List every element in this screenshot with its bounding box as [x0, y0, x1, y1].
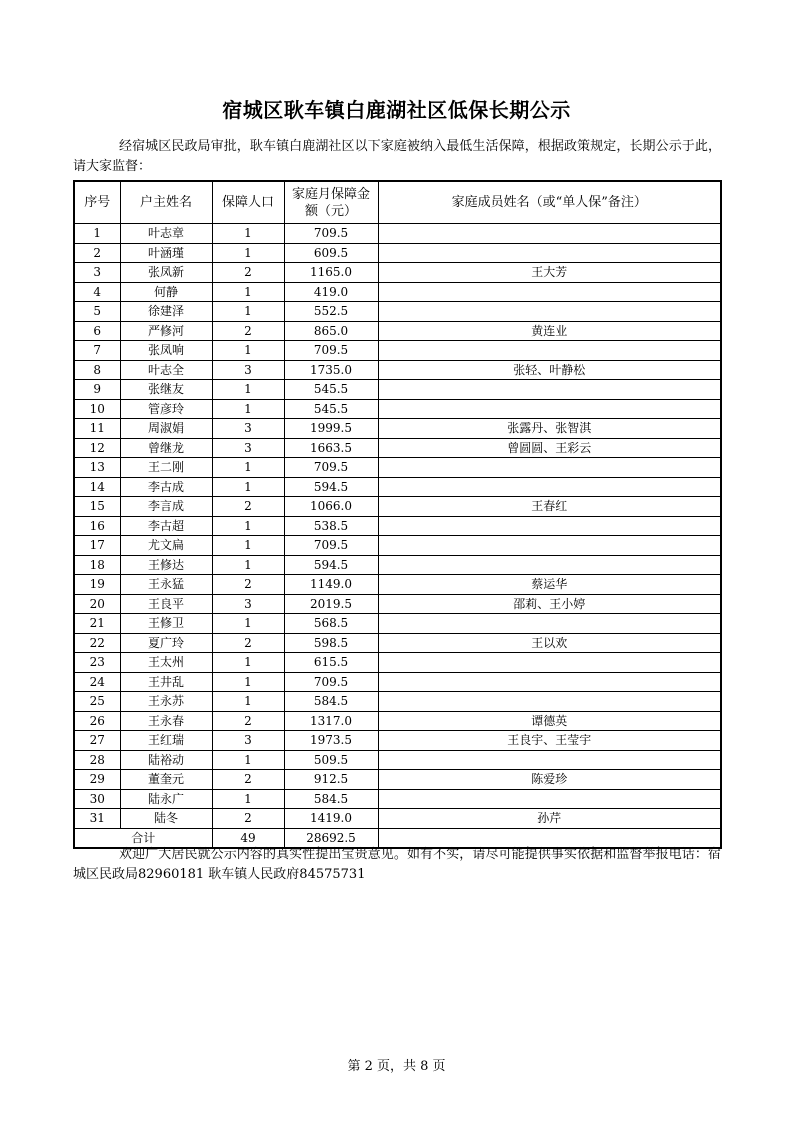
row-householder: 王红瑞	[120, 731, 212, 751]
row-amount: 1973.5	[284, 731, 378, 751]
row-people: 3	[212, 419, 284, 439]
row-people: 1	[212, 302, 284, 322]
row-index: 20	[74, 594, 120, 614]
row-people: 1	[212, 477, 284, 497]
row-people: 1	[212, 750, 284, 770]
table-row	[74, 302, 721, 322]
table-row	[74, 399, 721, 419]
row-members	[378, 458, 721, 478]
row-householder: 李古成	[120, 477, 212, 497]
row-members	[378, 224, 721, 244]
row-householder: 周淑娟	[120, 419, 212, 439]
table-row	[74, 243, 721, 263]
row-members	[378, 380, 721, 400]
row-people: 3	[212, 360, 284, 380]
row-people: 1	[212, 614, 284, 634]
row-amount: 912.5	[284, 770, 378, 790]
table-row	[74, 555, 721, 575]
row-index: 1	[74, 224, 120, 244]
table-row	[74, 809, 721, 829]
table-row	[74, 419, 721, 439]
row-members: 张露丹、张智淇	[378, 419, 721, 439]
total-people: 49	[212, 828, 284, 848]
row-members: 曾圆圆、王彩云	[378, 438, 721, 458]
row-amount: 1165.0	[284, 263, 378, 283]
header-amount: 家庭月保障金额（元）	[284, 181, 378, 224]
row-householder: 王太州	[120, 653, 212, 673]
row-amount: 709.5	[284, 672, 378, 692]
row-householder: 叶涵瑾	[120, 243, 212, 263]
row-members: 蔡运华	[378, 575, 721, 595]
total-label: 合计	[74, 828, 212, 848]
row-index: 12	[74, 438, 120, 458]
row-householder: 夏广玲	[120, 633, 212, 653]
row-people: 2	[212, 633, 284, 653]
row-people: 2	[212, 770, 284, 790]
row-people: 3	[212, 731, 284, 751]
row-members	[378, 243, 721, 263]
table-row	[74, 750, 721, 770]
table-row	[74, 672, 721, 692]
header-householder: 户主姓名	[120, 181, 212, 224]
table-row	[74, 594, 721, 614]
row-householder: 徐建泽	[120, 302, 212, 322]
row-index: 18	[74, 555, 120, 575]
row-members	[378, 536, 721, 556]
row-members: 张轻、叶静松	[378, 360, 721, 380]
row-members	[378, 672, 721, 692]
row-householder: 曾继龙	[120, 438, 212, 458]
table-body	[74, 224, 721, 829]
row-amount: 709.5	[284, 536, 378, 556]
table-row	[74, 497, 721, 517]
row-people: 1	[212, 692, 284, 712]
row-index: 13	[74, 458, 120, 478]
row-householder: 李古超	[120, 516, 212, 536]
row-amount: 1149.0	[284, 575, 378, 595]
row-index: 16	[74, 516, 120, 536]
table-row	[74, 536, 721, 556]
row-householder: 王良平	[120, 594, 212, 614]
row-amount: 1999.5	[284, 419, 378, 439]
subsidy-table	[73, 180, 722, 849]
row-index: 8	[74, 360, 120, 380]
row-amount: 1419.0	[284, 809, 378, 829]
row-members	[378, 477, 721, 497]
row-people: 1	[212, 516, 284, 536]
row-householder: 陆永广	[120, 789, 212, 809]
row-people: 3	[212, 594, 284, 614]
row-householder: 王永猛	[120, 575, 212, 595]
row-amount: 584.5	[284, 692, 378, 712]
row-index: 11	[74, 419, 120, 439]
page-number: 第 2 页，共 8 页	[347, 1059, 446, 1074]
row-amount: 545.5	[284, 380, 378, 400]
row-members: 王春红	[378, 497, 721, 517]
row-people: 1	[212, 555, 284, 575]
table-row	[74, 770, 721, 790]
row-householder: 张凤响	[120, 341, 212, 361]
row-index: 9	[74, 380, 120, 400]
row-householder: 王修卫	[120, 614, 212, 634]
table-row	[74, 341, 721, 361]
row-members	[378, 692, 721, 712]
row-index: 23	[74, 653, 120, 673]
row-amount: 568.5	[284, 614, 378, 634]
row-householder: 王二刚	[120, 458, 212, 478]
row-amount: 594.5	[284, 477, 378, 497]
row-householder: 董奎元	[120, 770, 212, 790]
row-householder: 王永苏	[120, 692, 212, 712]
row-index: 29	[74, 770, 120, 790]
row-people: 1	[212, 282, 284, 302]
row-householder: 陆冬	[120, 809, 212, 829]
row-amount: 1317.0	[284, 711, 378, 731]
row-people: 1	[212, 224, 284, 244]
row-members: 王以欢	[378, 633, 721, 653]
row-amount: 598.5	[284, 633, 378, 653]
table-row	[74, 653, 721, 673]
row-index: 26	[74, 711, 120, 731]
row-index: 6	[74, 321, 120, 341]
table-row	[74, 789, 721, 809]
row-householder: 张继友	[120, 380, 212, 400]
row-people: 2	[212, 497, 284, 517]
row-index: 3	[74, 263, 120, 283]
table-row	[74, 282, 721, 302]
row-index: 30	[74, 789, 120, 809]
row-amount: 509.5	[284, 750, 378, 770]
table-row	[74, 711, 721, 731]
row-householder: 严修河	[120, 321, 212, 341]
row-people: 3	[212, 438, 284, 458]
row-amount: 709.5	[284, 458, 378, 478]
row-people: 1	[212, 243, 284, 263]
row-index: 7	[74, 341, 120, 361]
row-members: 王大芳	[378, 263, 721, 283]
row-people: 1	[212, 536, 284, 556]
table-row	[74, 360, 721, 380]
row-people: 2	[212, 711, 284, 731]
header-index: 序号	[74, 181, 120, 224]
row-index: 31	[74, 809, 120, 829]
row-members	[378, 614, 721, 634]
table-row	[74, 516, 721, 536]
row-amount: 609.5	[284, 243, 378, 263]
row-members: 黄连业	[378, 321, 721, 341]
row-amount: 594.5	[284, 555, 378, 575]
row-index: 28	[74, 750, 120, 770]
table-row	[74, 321, 721, 341]
row-householder: 王修达	[120, 555, 212, 575]
row-index: 10	[74, 399, 120, 419]
row-householder: 李言成	[120, 497, 212, 517]
table-row	[74, 380, 721, 400]
row-amount: 1663.5	[284, 438, 378, 458]
row-amount: 552.5	[284, 302, 378, 322]
row-householder: 叶志章	[120, 224, 212, 244]
row-people: 1	[212, 380, 284, 400]
row-index: 25	[74, 692, 120, 712]
table-header-row	[74, 181, 721, 224]
row-index: 21	[74, 614, 120, 634]
table-row	[74, 438, 721, 458]
row-amount: 584.5	[284, 789, 378, 809]
intro-paragraph: 经宿城区民政局审批，耿车镇白鹿湖社区以下家庭被纳入最低生活保障，根据政策规定，长期公示于此，请大家监督：	[73, 139, 721, 174]
table-row	[74, 224, 721, 244]
row-amount: 538.5	[284, 516, 378, 536]
row-members: 王良宇、王莹宇	[378, 731, 721, 751]
row-members: 孙芹	[378, 809, 721, 829]
row-members	[378, 516, 721, 536]
row-index: 5	[74, 302, 120, 322]
row-people: 2	[212, 809, 284, 829]
row-people: 1	[212, 789, 284, 809]
header-members: 家庭成员姓名（或“单人保”备注）	[378, 181, 721, 224]
row-amount: 1735.0	[284, 360, 378, 380]
row-amount: 865.0	[284, 321, 378, 341]
row-members	[378, 282, 721, 302]
row-householder: 王井乱	[120, 672, 212, 692]
table-row	[74, 263, 721, 283]
row-index: 14	[74, 477, 120, 497]
table-row	[74, 575, 721, 595]
footer-note: 欢迎广大居民就公示内容的真实性提出宝贵意见。如有不实，请尽可能提供事实依据和监督举报电话：宿城区民政局82960181 耿车镇人民政府84575731	[73, 847, 721, 882]
row-members: 邵莉、王小婷	[378, 594, 721, 614]
table-row	[74, 692, 721, 712]
table-row	[74, 477, 721, 497]
row-index: 15	[74, 497, 120, 517]
row-householder: 王永春	[120, 711, 212, 731]
row-people: 1	[212, 399, 284, 419]
row-people: 1	[212, 341, 284, 361]
row-index: 17	[74, 536, 120, 556]
row-amount: 709.5	[284, 341, 378, 361]
table-row	[74, 458, 721, 478]
row-index: 24	[74, 672, 120, 692]
row-householder: 陆裕动	[120, 750, 212, 770]
row-members	[378, 341, 721, 361]
subsidy-table-container	[73, 180, 720, 849]
row-members: 谭德英	[378, 711, 721, 731]
row-index: 19	[74, 575, 120, 595]
row-index: 22	[74, 633, 120, 653]
row-members: 陈爱珍	[378, 770, 721, 790]
header-people: 保障人口	[212, 181, 284, 224]
row-amount: 1066.0	[284, 497, 378, 517]
row-amount: 615.5	[284, 653, 378, 673]
table-row	[74, 633, 721, 653]
row-people: 1	[212, 672, 284, 692]
row-householder: 张凤新	[120, 263, 212, 283]
row-members	[378, 789, 721, 809]
row-people: 1	[212, 458, 284, 478]
table-row	[74, 614, 721, 634]
row-amount: 419.0	[284, 282, 378, 302]
row-householder: 何静	[120, 282, 212, 302]
table-row	[74, 731, 721, 751]
row-members	[378, 399, 721, 419]
total-amount: 28692.5	[284, 828, 378, 848]
row-amount: 709.5	[284, 224, 378, 244]
row-householder: 叶志全	[120, 360, 212, 380]
row-people: 2	[212, 575, 284, 595]
row-householder: 尤文扁	[120, 536, 212, 556]
row-people: 2	[212, 321, 284, 341]
row-people: 2	[212, 263, 284, 283]
row-householder: 管彦玲	[120, 399, 212, 419]
row-index: 2	[74, 243, 120, 263]
row-members	[378, 750, 721, 770]
page-title: 宿城区耿车镇白鹿湖社区低保长期公示	[222, 98, 571, 122]
row-amount: 2019.5	[284, 594, 378, 614]
row-index: 27	[74, 731, 120, 751]
row-amount: 545.5	[284, 399, 378, 419]
row-members	[378, 302, 721, 322]
row-people: 1	[212, 653, 284, 673]
row-members	[378, 555, 721, 575]
row-members	[378, 653, 721, 673]
row-index: 4	[74, 282, 120, 302]
